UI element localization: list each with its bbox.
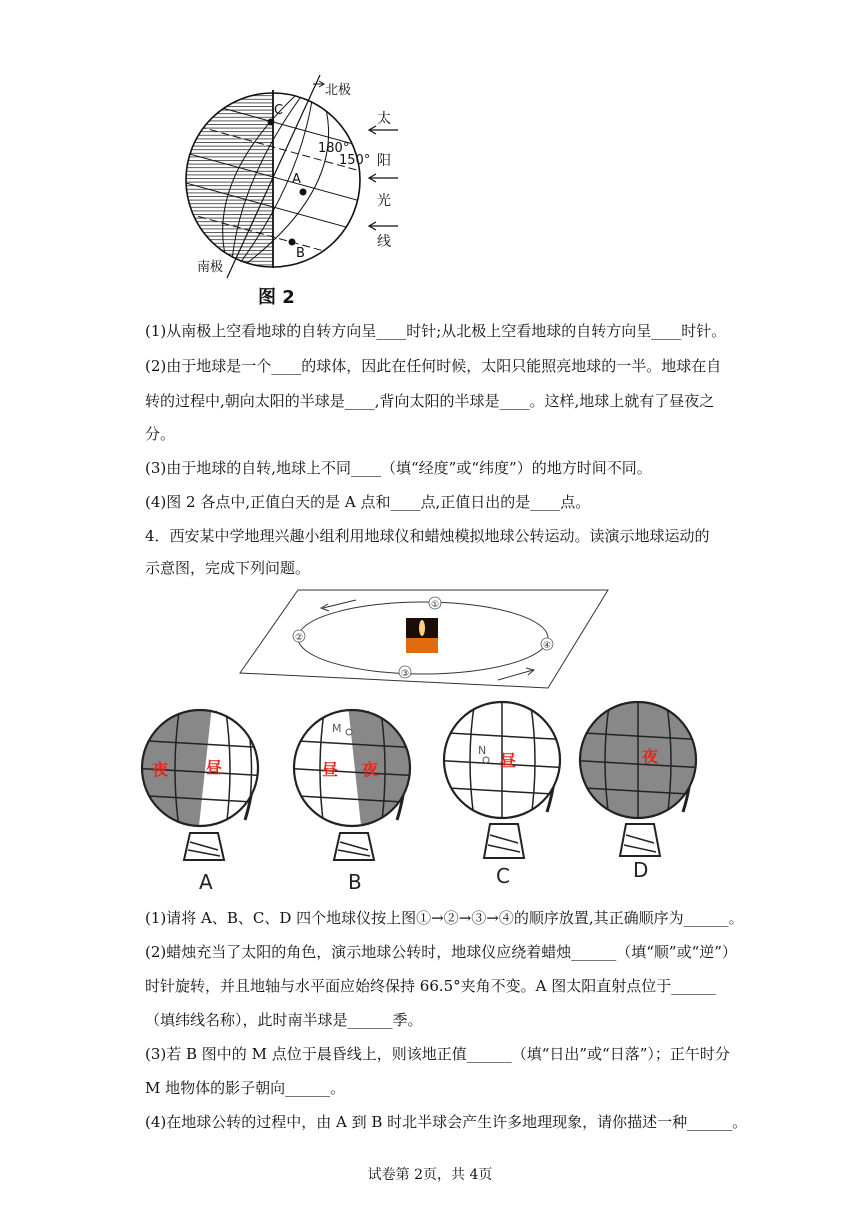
globe-a-caption: A	[199, 870, 213, 894]
point-c-dot	[268, 119, 275, 126]
globe-b-label-1: 昼	[322, 760, 339, 779]
globe-c-caption: C	[496, 864, 510, 888]
point-c-label: C	[274, 103, 284, 118]
globe-b-caption: B	[348, 870, 362, 894]
globe-b-label-2: 夜	[362, 760, 379, 779]
globe-a-label-2: 昼	[206, 758, 223, 777]
figure2-caption: 图 2	[258, 287, 295, 308]
orbit-diagram	[238, 588, 610, 692]
north-pole-label: 北极	[325, 83, 352, 98]
orbit-position-2: ②	[294, 633, 304, 643]
orbit-position-1: ①	[430, 600, 440, 610]
point-a-dot	[300, 189, 307, 196]
globe-c-label-1: 昼	[500, 751, 517, 770]
q4-line-2: (2)蜡烛充当了太阳的角色，演示地球公转时，地球仪应绕着蜡烛______（填“顺”或“逆”）	[145, 943, 737, 961]
point-a-label: A	[292, 172, 301, 187]
page-footer: 试卷第 2页，共 4页	[367, 1167, 493, 1183]
q4-intro-line-1: 4．西安某中学地理兴趣小组利用地球仪和蜡烛模拟地球公转运动。读演示地球运动的	[145, 527, 710, 545]
q4-intro-line-2: 示意图，完成下列问题。	[145, 559, 311, 577]
orbit-position-3: ③	[400, 669, 410, 679]
globe-c	[430, 700, 570, 858]
sunlight-arrows	[366, 125, 406, 235]
deg-150-label: 150°	[339, 153, 371, 168]
globe-d-caption: D	[633, 858, 649, 882]
south-pole-label: 南极	[197, 260, 224, 275]
q3-line-3: 转的过程中,朝向太阳的半球是____,背向太阳的半球是____。这样,地球上就有了昼夜之	[145, 392, 715, 410]
q3-line-6: (4)图 2 各点中,正值白天的是 A 点和____点,正值日出的是____点。	[145, 493, 591, 511]
q4-line-7: (4)在地球公转的过程中，由 A 到 B 时北半球会产生许多地理现象，请你描述一种______。	[145, 1113, 748, 1131]
point-b-label: B	[296, 246, 305, 261]
sunlight-char-3: 光	[377, 193, 391, 209]
q3-line-1: (1)从南极上空看地球的自转方向呈____时针;从北极上空看地球的自转方向呈____时针。	[145, 322, 727, 340]
globe-d	[566, 700, 706, 856]
sunlight-char-2: 阳	[377, 153, 391, 169]
globe-c-point-n: N	[478, 744, 487, 757]
q4-line-5: (3)若 B 图中的 M 点位于晨昏线上，则该地正值______（填“日出”或“日落”）；正午时分	[145, 1045, 730, 1063]
q4-line-4: （填纬线名称），此时南半球是______季。	[145, 1011, 423, 1029]
deg-180-label: 180°	[318, 141, 350, 156]
globe-a	[130, 705, 270, 860]
orbit-position-4: ④	[542, 641, 552, 651]
sunlight-char-1: 太	[377, 111, 391, 127]
q4-line-6: M 地物体的影子朝向______。	[145, 1079, 346, 1097]
q4-line-3: 时针旋转，并且地轴与水平面应始终保持 66.5°夹角不变。A 图太阳直射点位于______	[145, 977, 717, 995]
q3-line-4: 分。	[145, 425, 176, 443]
point-b-dot	[289, 239, 296, 246]
sunlight-char-4: 线	[377, 234, 391, 250]
globes-row	[130, 700, 710, 870]
q3-line-5: (3)由于地球的自转,地球上不同____（填“经度”或“纬度”）的地方时间不同。	[145, 459, 652, 477]
globe-b-point-m: M	[332, 722, 342, 735]
q3-line-2: (2)由于地球是一个____的球体，因此在任何时候，太阳只能照亮地球的一半。地球在自	[145, 357, 722, 375]
globe-d-label-1: 夜	[642, 747, 659, 766]
globe-b	[280, 705, 420, 860]
globe-a-label-1: 夜	[152, 760, 169, 779]
q4-line-1: (1)请将 A、B、C、D 四个地球仪按上图①→②→③→④的顺序放置,其正确顺序为______。	[145, 909, 744, 927]
